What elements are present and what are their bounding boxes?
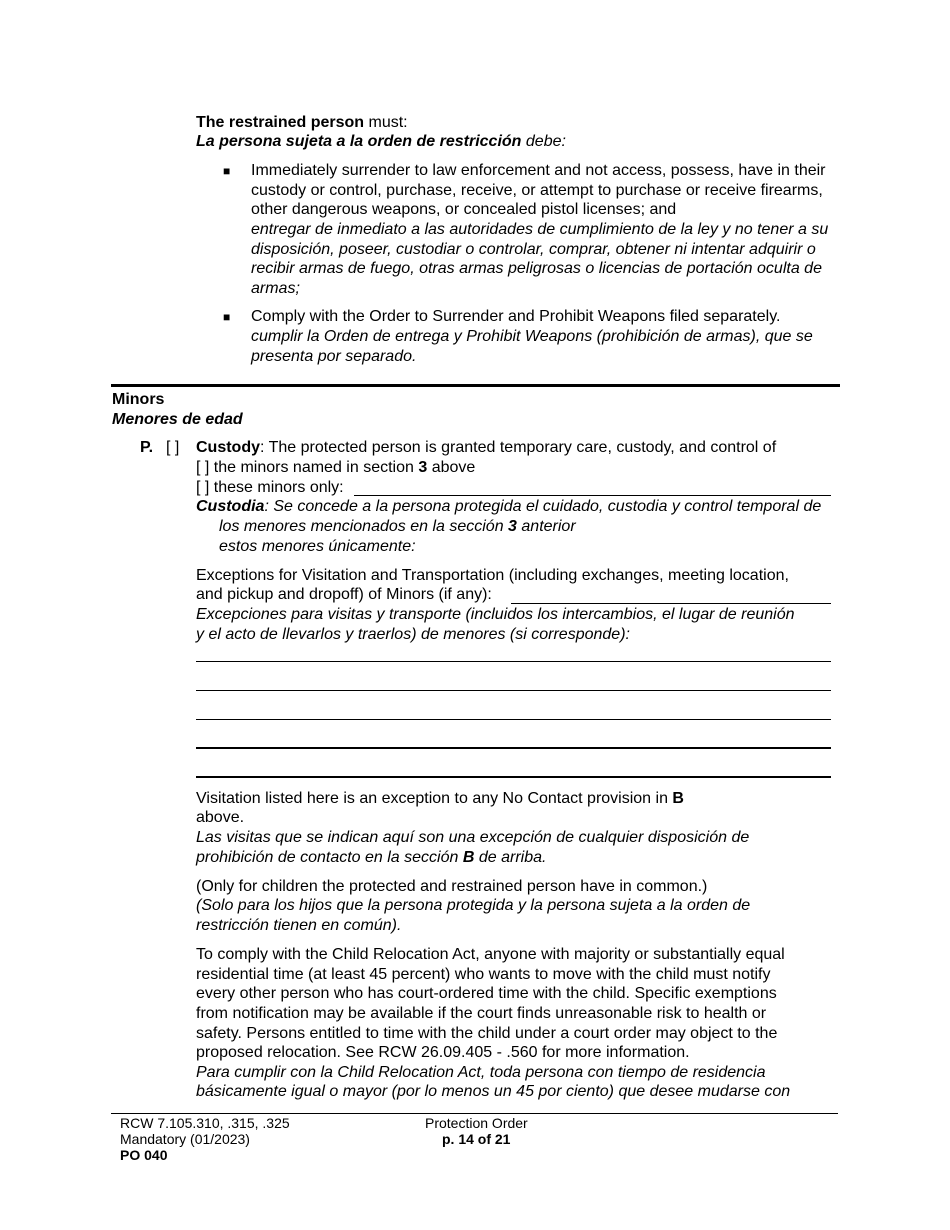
exceptions-blank-line[interactable] (196, 776, 831, 778)
these-minors-input-line[interactable] (354, 495, 831, 496)
option2-text: these minors only: (209, 479, 344, 496)
relocation-en-1: To comply with the Child Relocation Act, anyone with majority or substantially equal (196, 946, 785, 963)
visitation-en-1 (196, 789, 684, 809)
custody-label: Custody (196, 439, 260, 456)
exceptions-es-2: y el acto de llevarlos y traerlos) de menores (si corresponde): (196, 626, 630, 643)
bullet-2-en: Comply with the Order to Surrender and Prohibit Weapons filed separately. (251, 308, 781, 325)
bullet-1-es: entregar de inmediato a las autoridades de cumplimiento de la ley y no tener a su disposición, poseer, custodiar o controlar, comprar, obtener ni intentar adquirir o recibir armas de fuego, otras armas peligrosas o licencias de portación oculta de armas; (251, 221, 829, 297)
option1-checkbox[interactable]: [ ] (196, 459, 210, 476)
custodia-text (196, 497, 821, 517)
visitation-es-2-pre: prohibición de contacto en la sección (196, 849, 463, 866)
visitation-es-2 (196, 848, 546, 868)
exceptions-en-2: and pickup and dropoff) of Minors (if any): (196, 586, 492, 603)
custodia-line2-num: 3 (508, 518, 517, 535)
custodia-label: Custodia (196, 498, 265, 515)
custodia-line-3: estos menores únicamente: (219, 538, 416, 555)
bullet-icon: ■ (223, 164, 231, 178)
option1-num: 3 (418, 459, 428, 476)
exceptions-blank-line[interactable] (196, 661, 831, 662)
restrained-heading-en-bold: The restrained person (196, 114, 365, 131)
section-divider (111, 384, 840, 387)
item-letter-p: P. (140, 439, 154, 456)
bullet-2-es: cumplir la Orden de entrega y Prohibit Weapons (prohibición de armas), que se presenta por separado. (251, 328, 813, 365)
relocation-en-4: from notification may be available if the court finds unreasonable risk to health or (196, 1005, 767, 1022)
footer-page-number: p. 14 of 21 (442, 1131, 511, 1147)
custody-text (196, 438, 776, 458)
custodia-line-2 (219, 517, 576, 537)
restrained-heading-en (196, 113, 408, 133)
exceptions-en-1: Exceptions for Visitation and Transportation (including exchanges, meeting location, (196, 567, 789, 584)
exceptions-input-line[interactable] (511, 603, 831, 604)
exceptions-es-1: Excepciones para visitas y transporte (incluidos los intercambios, el lugar de reunión (196, 606, 795, 623)
footer-doc-title: Protection Order (425, 1115, 528, 1131)
visitation-es-2-bold: B (462, 849, 475, 866)
common-children-en: (Only for children the protected and restrained person have in common.) (196, 878, 708, 895)
footer-divider (111, 1113, 838, 1114)
restrained-heading-es-rest: debe: (521, 133, 566, 150)
option1-pre: the minors named in section (209, 459, 419, 476)
common-children-es-2: restricción tienen en común). (196, 917, 402, 934)
footer-mandatory: Mandatory (01/2023) (120, 1131, 250, 1147)
minors-title-es: Menores de edad (112, 411, 243, 428)
visitation-es-1: Las visitas que se indican aquí son una excepción de cualquier disposición de (196, 829, 750, 846)
restrained-heading-en-rest: must: (364, 114, 408, 131)
exceptions-blank-line[interactable] (196, 690, 831, 691)
relocation-en-2: residential time (at least 45 percent) who wants to move with the child must notify (196, 966, 771, 983)
visitation-es-2-post: de arriba. (474, 849, 547, 866)
restrained-heading-es (196, 132, 566, 152)
restrained-heading-es-bold: La persona sujeta a la orden de restricción (196, 133, 522, 150)
bullet-icon: ■ (223, 310, 231, 324)
relocation-en-3: every other person who has court-ordered time with the child. Specific exemptions (196, 985, 777, 1002)
relocation-en-5: safety. Persons entitled to time with the child under a court order may object to the (196, 1025, 778, 1042)
option-named-minors (196, 458, 475, 478)
relocation-en-6: proposed relocation. See RCW 26.09.405 - .560 for more information. (196, 1044, 690, 1061)
option1-post: above (427, 459, 476, 476)
custodia-line2-post: anterior (516, 518, 576, 535)
visitation-en-1-bold: B (672, 790, 684, 807)
relocation-es-1: Para cumplir con la Child Relocation Act, toda persona con tiempo de residencia (196, 1064, 766, 1081)
exceptions-blank-line[interactable] (196, 747, 831, 749)
minors-title-en: Minors (112, 391, 165, 408)
bullet-1-en: Immediately surrender to law enforcement and not access, possess, have in their custody or control, purchase, receive, or attempt to purchase or receive firearms, other dangerous weapons, or concealed pistol licenses; and (251, 162, 826, 219)
option-these-minors (196, 478, 344, 498)
custody-checkbox[interactable]: [ ] (166, 439, 180, 456)
footer-rcw: RCW 7.105.310, .315, .325 (120, 1115, 290, 1131)
relocation-es-2: básicamente igual o mayor (por lo menos un 45 por ciento) que desee mudarse con (196, 1083, 791, 1100)
common-children-es-1: (Solo para los hijos que la persona protegida y la persona sujeta a la orden de (196, 897, 751, 914)
option2-checkbox[interactable]: [ ] (196, 479, 210, 496)
custodia-desc: : Se concede a la persona protegida el cuidado, custodia y control temporal de (264, 498, 822, 515)
custody-desc: : The protected person is granted temporary care, custody, and control of (260, 439, 777, 456)
visitation-en-1-pre: Visitation listed here is an exception to any No Contact provision in (196, 790, 673, 807)
footer-form-id: PO 040 (120, 1147, 168, 1163)
custodia-line2-pre: los menores mencionados en la sección (219, 518, 509, 535)
visitation-en-2: above. (196, 809, 245, 826)
exceptions-blank-line[interactable] (196, 719, 831, 720)
